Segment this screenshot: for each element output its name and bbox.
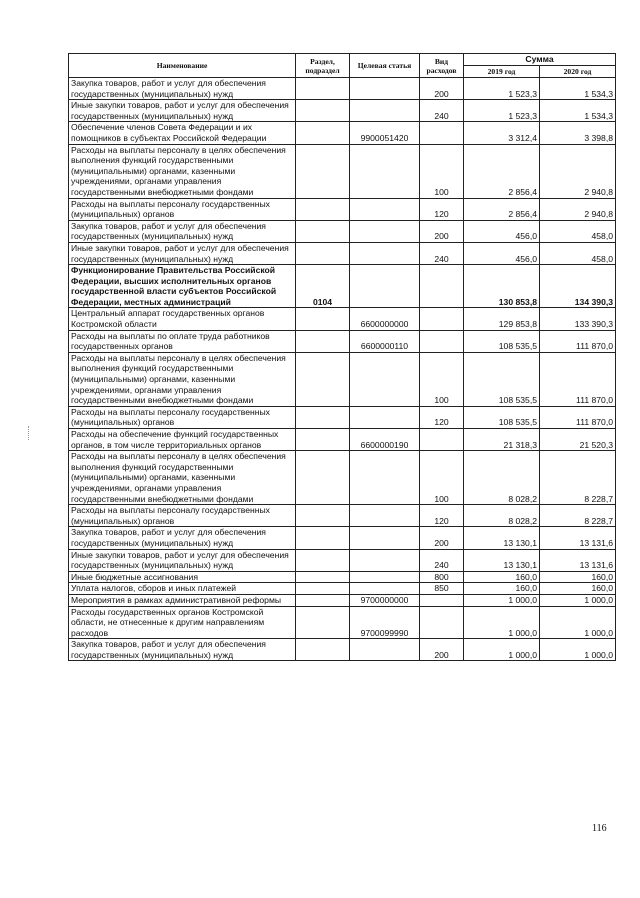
row-type-cell: 200 <box>420 78 464 100</box>
row-name-cell: Уплата налогов, сборов и иных платежей <box>69 583 296 595</box>
row-type-cell: 120 <box>420 505 464 527</box>
row-section-cell <box>296 527 350 549</box>
row-section-cell <box>296 429 350 451</box>
row-section-cell <box>296 198 350 220</box>
table-row <box>69 308 616 330</box>
row-name-cell: Центральный аппарат государственных органов Костромской области <box>69 308 296 330</box>
row-target-cell: 9900051420 <box>350 122 420 144</box>
row-name-cell: Закупка товаров, работ и услуг для обеспечения государственных (муниципальных) нужд <box>69 220 296 242</box>
row-2020-cell: 13 131,6 <box>540 549 616 571</box>
row-name-cell: Иные закупки товаров, работ и услуг для обеспечения государственных (муниципальных) нужд <box>69 100 296 122</box>
row-section-cell <box>296 594 350 606</box>
row-2019-cell: 1 523,3 <box>464 100 540 122</box>
row-2019-cell: 108 535,5 <box>464 352 540 406</box>
row-2020-cell: 458,0 <box>540 242 616 264</box>
table-row <box>69 549 616 571</box>
row-section-cell: 0104 <box>296 265 350 308</box>
table-row <box>69 571 616 583</box>
row-2019-cell: 160,0 <box>464 571 540 583</box>
row-name-cell: Расходы на выплаты персоналу в целях обеспечения выполнения функций государственными (муниципальными) органами, казенными учреждениями, органами управления государственными внебюджетными фондами <box>69 352 296 406</box>
table-row <box>69 527 616 549</box>
row-2020-cell: 1 000,0 <box>540 594 616 606</box>
row-target-cell: 6600000000 <box>350 308 420 330</box>
table-row <box>69 242 616 264</box>
row-name-cell: Иные закупки товаров, работ и услуг для обеспечения государственных (муниципальных) нужд <box>69 242 296 264</box>
row-name-cell: Расходы на выплаты по оплате труда работников государственных органов <box>69 330 296 352</box>
row-2019-cell: 129 853,8 <box>464 308 540 330</box>
row-2020-cell: 160,0 <box>540 571 616 583</box>
row-section-cell <box>296 308 350 330</box>
table-row <box>69 330 616 352</box>
row-2019-cell: 13 130,1 <box>464 527 540 549</box>
row-type-cell: 100 <box>420 352 464 406</box>
table-row <box>69 352 616 406</box>
row-section-cell <box>296 505 350 527</box>
row-target-cell <box>350 571 420 583</box>
table-row <box>69 144 616 198</box>
row-target-cell <box>350 352 420 406</box>
header-sum: Сумма <box>464 54 616 66</box>
row-2020-cell: 8 228,7 <box>540 451 616 505</box>
row-section-cell <box>296 451 350 505</box>
row-type-cell <box>420 429 464 451</box>
row-type-cell <box>420 308 464 330</box>
row-target-cell <box>350 549 420 571</box>
header-name: Наименование <box>69 54 296 78</box>
row-section-cell <box>296 571 350 583</box>
row-section-cell <box>296 606 350 639</box>
row-2019-cell: 1 000,0 <box>464 606 540 639</box>
scan-artifact <box>28 426 32 440</box>
row-name-cell: Расходы на выплаты персоналу государственных (муниципальных) органов <box>69 198 296 220</box>
row-type-cell: 240 <box>420 100 464 122</box>
row-2019-cell: 108 535,5 <box>464 330 540 352</box>
row-name-cell: Иные закупки товаров, работ и услуг для обеспечения государственных (муниципальных) нужд <box>69 549 296 571</box>
table-row <box>69 594 616 606</box>
row-2020-cell: 1 534,3 <box>540 100 616 122</box>
row-name-cell: Закупка товаров, работ и услуг для обеспечения государственных (муниципальных) нужд <box>69 527 296 549</box>
table-row <box>69 505 616 527</box>
row-2020-cell: 1 534,3 <box>540 78 616 100</box>
row-2019-cell: 456,0 <box>464 220 540 242</box>
row-target-cell: 9700000000 <box>350 594 420 606</box>
row-name-cell: Обеспечение членов Совета Федерации и их помощников в субъектах Российской Федерации <box>69 122 296 144</box>
row-2020-cell: 134 390,3 <box>540 265 616 308</box>
row-type-cell: 240 <box>420 242 464 264</box>
row-section-cell <box>296 549 350 571</box>
row-2019-cell: 1 000,0 <box>464 594 540 606</box>
row-2020-cell: 1 000,0 <box>540 606 616 639</box>
row-target-cell <box>350 451 420 505</box>
row-target-cell <box>350 583 420 595</box>
row-2020-cell: 13 131,6 <box>540 527 616 549</box>
row-2020-cell: 133 390,3 <box>540 308 616 330</box>
row-2019-cell: 108 535,5 <box>464 406 540 428</box>
row-type-cell: 200 <box>420 220 464 242</box>
row-section-cell <box>296 220 350 242</box>
table-row <box>69 100 616 122</box>
header-2020: 2020 год <box>540 66 616 78</box>
row-section-cell <box>296 406 350 428</box>
header-target: Целевая статья <box>350 54 420 78</box>
row-type-cell: 100 <box>420 451 464 505</box>
row-name-cell: Закупка товаров, работ и услуг для обеспечения государственных (муниципальных) нужд <box>69 639 296 661</box>
row-2019-cell: 2 856,4 <box>464 144 540 198</box>
row-2019-cell: 130 853,8 <box>464 265 540 308</box>
row-type-cell <box>420 606 464 639</box>
row-type-cell <box>420 330 464 352</box>
table-row <box>69 78 616 100</box>
row-target-cell <box>350 242 420 264</box>
row-section-cell <box>296 330 350 352</box>
row-2019-cell: 2 856,4 <box>464 198 540 220</box>
table-body <box>69 78 616 661</box>
row-2020-cell: 160,0 <box>540 583 616 595</box>
row-section-cell <box>296 639 350 661</box>
row-target-cell <box>350 527 420 549</box>
row-section-cell <box>296 144 350 198</box>
row-name-cell: Мероприятия в рамках административной реформы <box>69 594 296 606</box>
row-2019-cell: 1 523,3 <box>464 78 540 100</box>
row-type-cell: 240 <box>420 549 464 571</box>
row-2019-cell: 3 312,4 <box>464 122 540 144</box>
row-section-cell <box>296 78 350 100</box>
row-2020-cell: 2 940,8 <box>540 198 616 220</box>
table-row <box>69 220 616 242</box>
row-type-cell: 200 <box>420 527 464 549</box>
row-type-cell <box>420 265 464 308</box>
row-2020-cell: 1 000,0 <box>540 639 616 661</box>
row-name-cell: Расходы на обеспечение функций государственных органов, в том числе территориальных органов <box>69 429 296 451</box>
row-target-cell <box>350 220 420 242</box>
row-type-cell: 120 <box>420 198 464 220</box>
row-target-cell <box>350 639 420 661</box>
row-section-cell <box>296 242 350 264</box>
row-target-cell <box>350 198 420 220</box>
row-2020-cell: 111 870,0 <box>540 352 616 406</box>
row-section-cell <box>296 352 350 406</box>
row-2020-cell: 21 520,3 <box>540 429 616 451</box>
row-type-cell: 850 <box>420 583 464 595</box>
row-target-cell: 6600000190 <box>350 429 420 451</box>
row-2019-cell: 456,0 <box>464 242 540 264</box>
header-2019: 2019 год <box>464 66 540 78</box>
row-section-cell <box>296 100 350 122</box>
row-type-cell: 100 <box>420 144 464 198</box>
row-name-cell: Функционирование Правительства Российской Федерации, высших исполнительных органов государственной власти субъектов Российской Федерации, местных администраций <box>69 265 296 308</box>
table-row <box>69 583 616 595</box>
row-type-cell: 120 <box>420 406 464 428</box>
row-target-cell <box>350 100 420 122</box>
row-target-cell <box>350 505 420 527</box>
row-type-cell: 200 <box>420 639 464 661</box>
row-target-cell: 9700099990 <box>350 606 420 639</box>
table-row <box>69 639 616 661</box>
header-section: Раздел, подраздел <box>296 54 350 78</box>
row-name-cell: Иные бюджетные ассигнования <box>69 571 296 583</box>
row-section-cell <box>296 583 350 595</box>
row-name-cell: Расходы на выплаты персоналу в целях обеспечения выполнения функций государственными (муниципальными) органами, казенными учреждениями, органами управления государственными внебюджетными фондами <box>69 144 296 198</box>
row-name-cell: Закупка товаров, работ и услуг для обеспечения государственных (муниципальных) нужд <box>69 78 296 100</box>
row-name-cell: Расходы на выплаты персоналу государственных (муниципальных) органов <box>69 406 296 428</box>
table-row <box>69 606 616 639</box>
row-2019-cell: 8 028,2 <box>464 505 540 527</box>
row-name-cell: Расходы государственных органов Костромской области, не отнесенные к другим направлениям расходов <box>69 606 296 639</box>
table-row <box>69 406 616 428</box>
row-name-cell: Расходы на выплаты персоналу в целях обеспечения выполнения функций государственными (муниципальными) органами, казенными учреждениями, органами управления государственными внебюджетными фондами <box>69 451 296 505</box>
page-number: 116 <box>592 823 607 834</box>
row-target-cell <box>350 144 420 198</box>
row-type-cell: 800 <box>420 571 464 583</box>
table-row <box>69 429 616 451</box>
row-section-cell <box>296 122 350 144</box>
table-row <box>69 265 616 308</box>
table-header-row <box>69 54 616 66</box>
row-target-cell <box>350 406 420 428</box>
budget-table <box>68 53 616 661</box>
row-2019-cell: 8 028,2 <box>464 451 540 505</box>
row-2019-cell: 13 130,1 <box>464 549 540 571</box>
row-2020-cell: 111 870,0 <box>540 330 616 352</box>
row-2019-cell: 21 318,3 <box>464 429 540 451</box>
row-2020-cell: 2 940,8 <box>540 144 616 198</box>
row-2019-cell: 160,0 <box>464 583 540 595</box>
row-target-cell <box>350 78 420 100</box>
row-type-cell <box>420 594 464 606</box>
header-type: Вид расходов <box>420 54 464 78</box>
table-row <box>69 122 616 144</box>
row-2020-cell: 458,0 <box>540 220 616 242</box>
row-target-cell <box>350 265 420 308</box>
row-name-cell: Расходы на выплаты персоналу государственных (муниципальных) органов <box>69 505 296 527</box>
row-2020-cell: 8 228,7 <box>540 505 616 527</box>
row-type-cell <box>420 122 464 144</box>
table-row <box>69 198 616 220</box>
row-2020-cell: 3 398,8 <box>540 122 616 144</box>
row-target-cell: 6600000110 <box>350 330 420 352</box>
table-row <box>69 451 616 505</box>
row-2019-cell: 1 000,0 <box>464 639 540 661</box>
row-2020-cell: 111 870,0 <box>540 406 616 428</box>
